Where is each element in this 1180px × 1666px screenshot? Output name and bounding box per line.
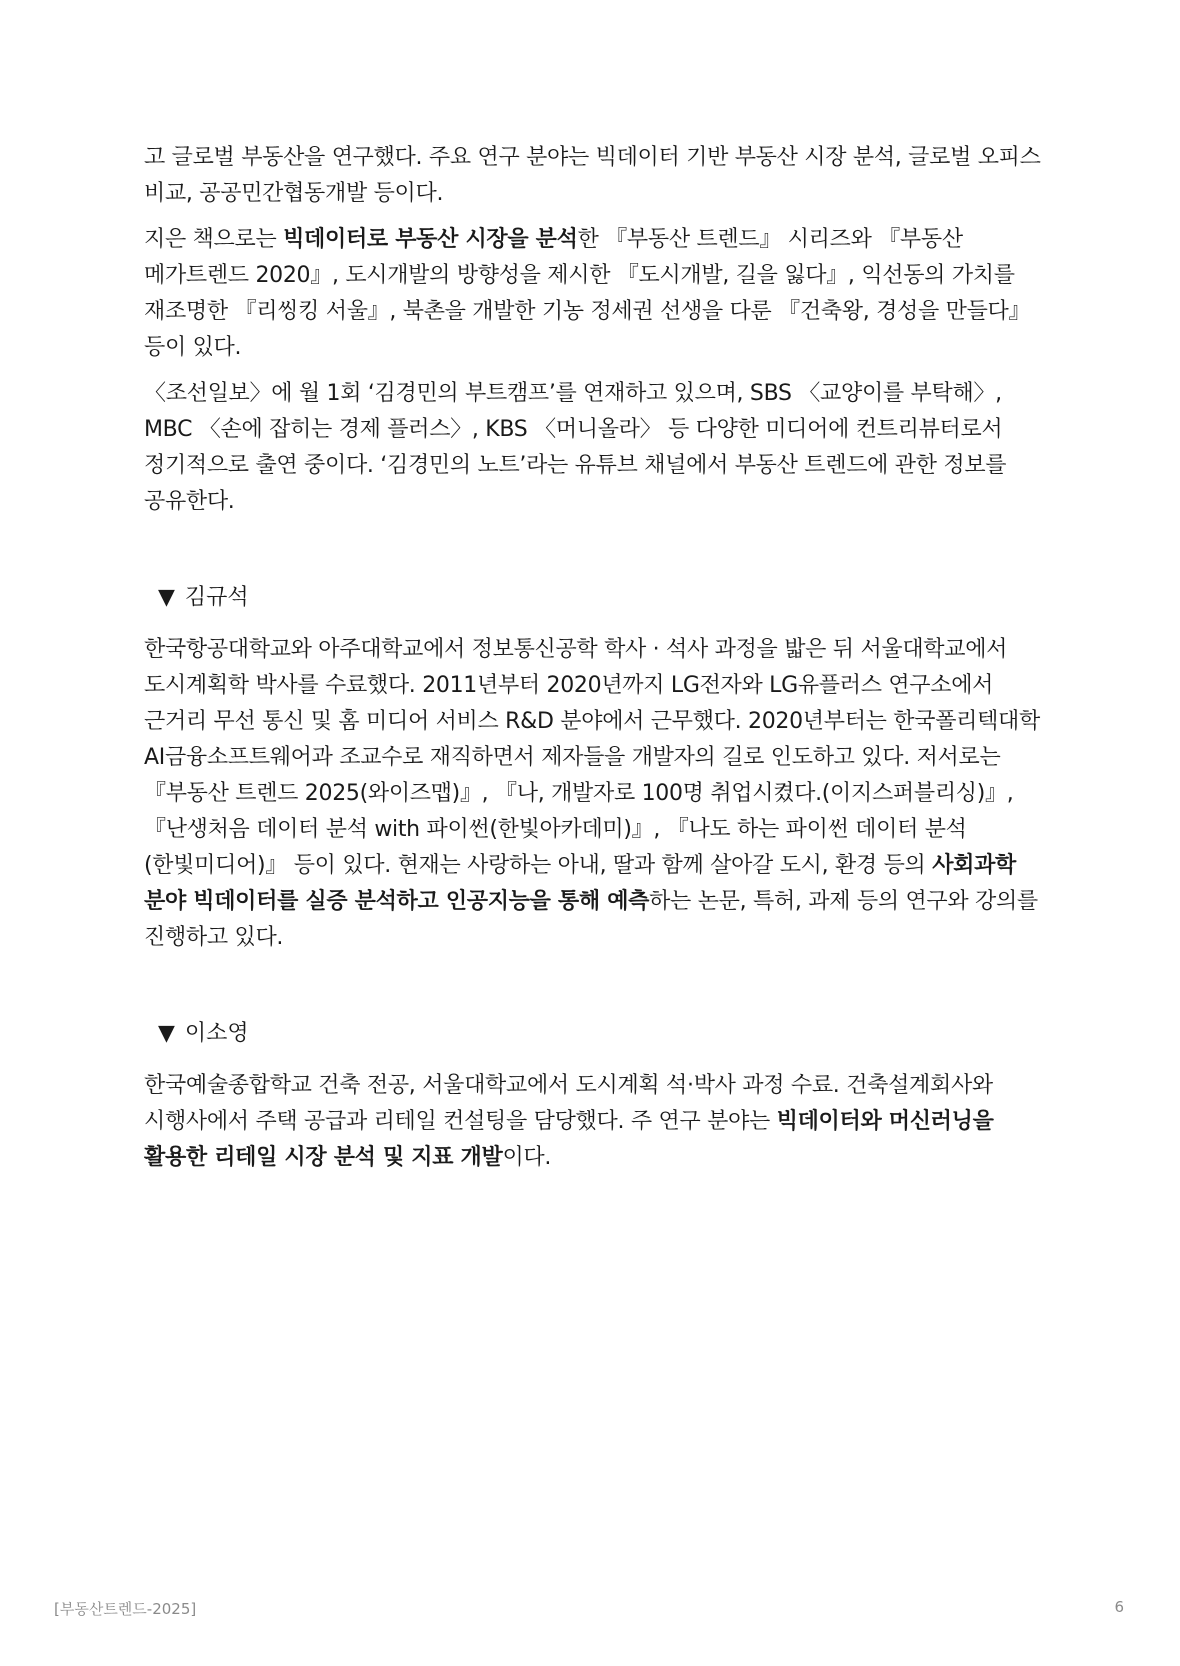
emphasis-text: 빅데이터로 부동산 시장을 분석 <box>283 227 578 252</box>
paragraph-books: 지은 책으로는 빅데이터로 부동산 시장을 분석한 『부동산 트렌드』 시리즈와 『부동산 메가트렌드 2020』, 도시개발의 방향성을 제시한 『도시개발, 길을 잃다』, 익선동의 가치를 재조명한 『리씽킹 서울』, 북촌을 개발한 기농 정세권 선생을 다룬 『건축왕, 경성을 만들다』 등이 있다. <box>144 227 1031 360</box>
author-heading-lee-soyoung <box>158 1016 1044 1052</box>
paragraph-media: 〈조선일보〉에 월 1회 ‘김경민의 부트캠프’를 연재하고 있으며, SBS 〈교양이를 부탁해〉, MBC 〈손에 잡히는 경제 플러스〉, KBS 〈머니올라〉 등 다양한 미디어에 컨트리뷰터로서 정기적으로 출연 중이다. ‘김경민의 노트’라는 유튜브 채널에서 부동산 트렌드에 관한 정보를 공유한다. <box>144 381 1007 514</box>
page-content <box>144 140 1044 1186</box>
author-name: 이소영 <box>184 1021 249 1046</box>
emphasis-text: 빅데이터와 머신러닝을 활용한 리테일 시장 분석 및 지표 개발 <box>144 1109 994 1170</box>
paragraph-bio-lee-soyoung: 한국예술종합학교 건축 전공, 서울대학교에서 도시계획 석·박사 과정 수료. 건축설계회사와 시행사에서 주택 공급과 리테일 컨설팅을 담당했다. 주 연구 분야는 빅데이터와 머신러닝을 활용한 리테일 시장 분석 및 지표 개발이다. <box>144 1073 994 1170</box>
footer-page-number: 6 <box>1114 1598 1124 1616</box>
triangle-down-icon: ▼ <box>158 585 175 610</box>
emphasis-text: 사회과학 분야 빅데이터를 실증 분석하고 인공지능을 통해 예측 <box>144 853 1016 914</box>
paragraph-bio-kim-gyuseok: 한국항공대학교와 아주대학교에서 정보통신공학 학사 · 석사 과정을 밟은 뒤 서울대학교에서 도시계획학 박사를 수료했다. 2011년부터 2020년까지 LG전자와 LG유플러스 연구소에서 근거리 무선 통신 및 홈 미디어 서비스 R&D 분야에서 근무했다. 2020년부터는 한국폴리텍대학 AI금융소프트웨어과 조교수로 재직하면서 제자들을 개발자의 길로 인도하고 있다. 저서로는 『부동산 트렌드 2025(와이즈맵)』, 『나, 개발자로 100명 취업시켰다.(이지스퍼블리싱)』, 『난생처음 데이터 분석 with 파이썬(한빛아카데미)』, 『나도 하는 파이썬 데이터 분석(한빛미디어)』 등이 있다. 현재는 사랑하는 아내, 딸과 함께 살아갈 도시, 환경 등의 사회과학 분야 빅데이터를 실증 분석하고 인공지능을 통해 예측하는 논문, 특허, 과제 등의 연구와 강의를 진행하고 있다. <box>144 637 1040 950</box>
paragraph-research-fields: 고 글로벌 부동산을 연구했다. 주요 연구 분야는 빅데이터 기반 부동산 시장 분석, 글로벌 오피스 비교, 공공민간협동개발 등이다. <box>144 145 1041 206</box>
triangle-down-icon: ▼ <box>158 1021 175 1046</box>
author-name: 김규석 <box>184 585 249 610</box>
author-heading-kim-gyuseok <box>158 580 1044 616</box>
footer-book-title: [부동산트렌드-2025] <box>54 1600 197 1618</box>
